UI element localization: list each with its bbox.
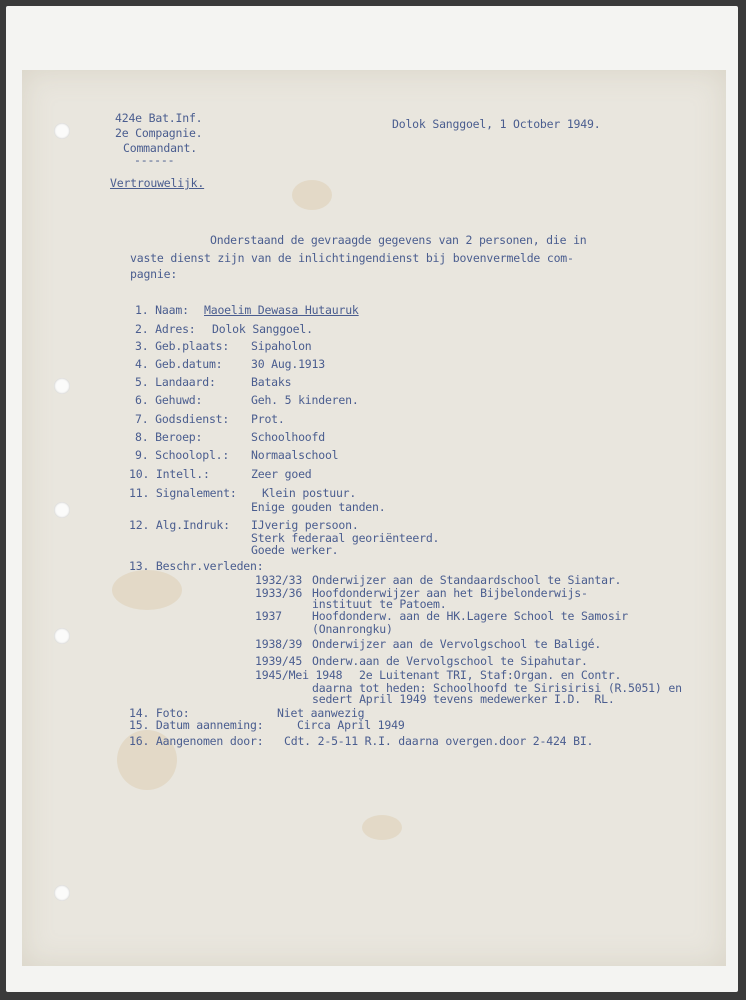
entry-value: Normaalschool [251, 448, 339, 462]
intro-line: pagnie: [130, 267, 178, 281]
entry-label: 6. Gehuwd: [135, 393, 203, 407]
entry-label: 12. Alg.Indruk: [129, 518, 230, 532]
entry-label: 3. Geb.plaats: [135, 339, 230, 353]
entry-label: 5. Landaard: [135, 375, 216, 389]
punch-hole [54, 628, 70, 644]
entry-label: 13. Beschr.verleden: [129, 559, 264, 573]
history-text: daarna tot heden: Schoolhoofd te Sirisirisi (R.5051) en [312, 681, 682, 695]
history-text: Onderwijzer aan de Vervolgschool te Baligé. [312, 637, 602, 651]
entry-value: Klein postuur. [262, 486, 357, 500]
punch-hole [54, 123, 70, 139]
history-period: 1937 [255, 609, 282, 623]
history-period: 1945/Mei 1948 [255, 668, 343, 682]
entry-value: Cdt. 2-5-11 R.I. daarna overgen.door 2-424 BI. [284, 734, 594, 748]
punch-hole [54, 378, 70, 394]
entry-value: Bataks [251, 375, 292, 389]
unit-line: Commandant. [123, 141, 197, 155]
unit-line: 2e Compagnie. [115, 126, 203, 140]
entry-value: Sipaholon [251, 339, 312, 353]
classification: Vertrouwelijk. [110, 176, 205, 190]
entry-value: Dolok Sanggoel. [212, 322, 313, 336]
entry-label: 7. Godsdienst: [135, 412, 230, 426]
history-text: instituut te Patoem. [312, 597, 447, 611]
history-text: Onderwijzer aan de Standaardschool te Siantar. [312, 573, 622, 587]
entry-value: 30 Aug.1913 [251, 357, 325, 371]
paper-stain [362, 815, 402, 840]
history-period: 1938/39 [255, 637, 303, 651]
entry-value: IJverig persoon. [251, 518, 359, 532]
place-date: Dolok Sanggoel, 1 October 1949. [392, 117, 601, 131]
entry-label: 4. Geb.datum: [135, 357, 223, 371]
document-page [22, 70, 726, 966]
entry-value: Schoolhoofd [251, 430, 325, 444]
paper-stain [292, 180, 332, 210]
entry-value: Maoelim Dewasa Hutauruk [204, 303, 359, 317]
punch-hole [54, 885, 70, 901]
intro-line: Onderstaand de gevraagde gegevens van 2 personen, die in [210, 233, 587, 247]
history-period: 1939/45 [255, 654, 303, 668]
history-text: (Onanrongku) [312, 622, 393, 636]
intro-line: vaste dienst zijn van de inlichtingendienst bij bovenvermelde com- [130, 251, 574, 265]
entry-value: Prot. [251, 412, 285, 426]
entry-label: 16. Aangenomen door: [129, 734, 264, 748]
entry-label: 11. Signalement: [129, 486, 237, 500]
entry-value: Goede werker. [251, 543, 339, 557]
history-text: Hoofdonderwijzer aan het Bijbelonderwijs- [312, 586, 588, 600]
punch-hole [54, 502, 70, 518]
entry-value: Geh. 5 kinderen. [251, 393, 359, 407]
entry-value: Niet aanwezig [277, 706, 365, 720]
unit-line: 424e Bat.Inf. [115, 111, 203, 125]
history-period: 1933/36 [255, 586, 303, 600]
entry-label: 2. Adres: [135, 322, 196, 336]
paper-stain [112, 570, 182, 610]
history-text: sedert April 1949 tevens medewerker I.D. RL. [312, 692, 615, 706]
entry-value: Enige gouden tanden. [251, 500, 386, 514]
history-text: Hoofdonderw. aan de HK.Lagere School te Samosir [312, 609, 629, 623]
entry-value: Circa April 1949 [297, 718, 405, 732]
entry-label: 9. Schoolopl.: [135, 448, 230, 462]
entry-value: Zeer goed [251, 467, 312, 481]
entry-value: Sterk federaal georiënteerd. [251, 531, 440, 545]
header-divider: ------ [134, 153, 175, 167]
entry-label: 1. Naam: [135, 303, 189, 317]
history-text: 2e Luitenant TRI, Staf:Organ. en Contr. [359, 668, 622, 682]
entry-label: 14. Foto: [129, 706, 190, 720]
entry-label: 10. Intell.: [129, 467, 210, 481]
history-period: 1932/33 [255, 573, 303, 587]
entry-label: 15. Datum aanneming: [129, 718, 264, 732]
history-text: Onderw.aan de Vervolgschool te Sipahutar. [312, 654, 588, 668]
entry-label: 8. Beroep: [135, 430, 203, 444]
